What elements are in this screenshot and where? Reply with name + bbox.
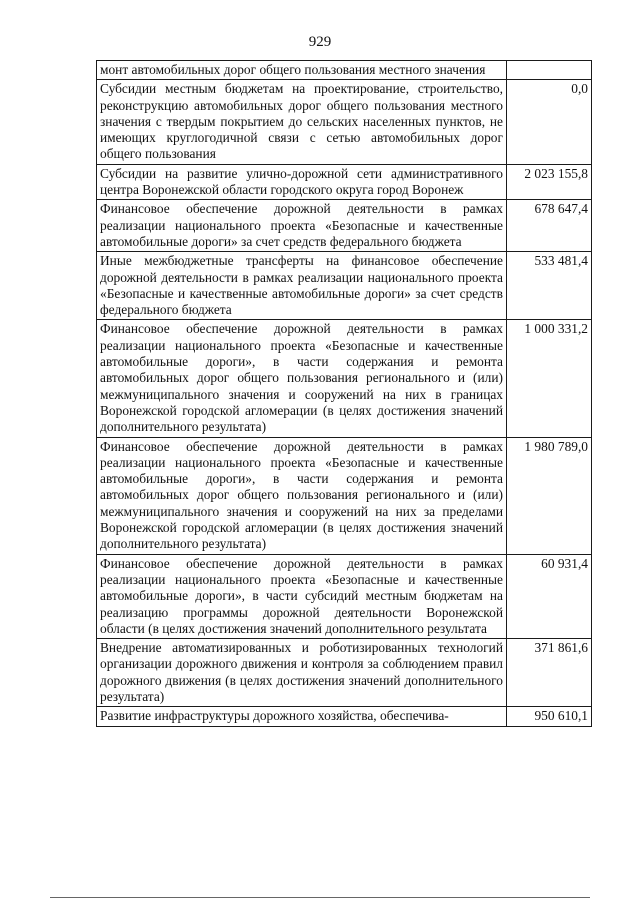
row-description: монт автомобильных дорог общего пользования местного значения xyxy=(97,61,507,80)
row-description: Развитие инфраструктуры дорожного хозяйства, обеспечива- xyxy=(97,707,507,726)
row-description: Финансовое обеспечение дорожной деятельности в рамках реализации национального проекта «Безопасные и качественные автомобильные дороги», в части содержания и ремонта автомобильных дорог общего пользования регионального и (или) межмуниципального значения и сооружений на них за пределами Воронежской городской агломерации (в целях достижения значений дополнительного результата) xyxy=(97,437,507,554)
page-bottom-divider xyxy=(50,897,590,898)
table-row xyxy=(97,164,592,200)
table-row xyxy=(97,707,592,726)
table-row xyxy=(97,639,592,707)
row-description: Финансовое обеспечение дорожной деятельности в рамках реализации национального проекта «Безопасные и качественные автомобильные дороги» за счет средств федерального бюджета xyxy=(97,200,507,252)
table-row xyxy=(97,437,592,554)
table-row xyxy=(97,61,592,80)
row-amount: 2 023 155,8 xyxy=(507,164,592,200)
row-amount: 950 610,1 xyxy=(507,707,592,726)
row-amount: 533 481,4 xyxy=(507,252,592,320)
row-amount: 60 931,4 xyxy=(507,554,592,638)
row-description: Субсидии на развитие улично-дорожной сети административного центра Воронежской области городского округа город Воронеж xyxy=(97,164,507,200)
row-amount: 0,0 xyxy=(507,80,592,164)
table-row xyxy=(97,252,592,320)
row-description: Внедрение автоматизированных и роботизированных технологий организации дорожного движения и контроля за соблюдением правил дорожного движения (в целях достижения значений дополнительного результата) xyxy=(97,639,507,707)
table-row xyxy=(97,200,592,252)
budget-table xyxy=(96,60,592,727)
row-amount: 1 980 789,0 xyxy=(507,437,592,554)
row-amount: 371 861,6 xyxy=(507,639,592,707)
row-amount: 678 647,4 xyxy=(507,200,592,252)
row-amount: 1 000 331,2 xyxy=(507,320,592,437)
page-number: 929 xyxy=(308,34,332,50)
row-description: Финансовое обеспечение дорожной деятельности в рамках реализации национального проекта «Безопасные и качественные автомобильные дороги», в части содержания и ремонта автомобильных дорог общего пользования регионального и (или) межмуниципального значения и сооружений на них в границах Воронежской городской агломерации (в целях достижения значений дополнительного результата) xyxy=(97,320,507,437)
row-description: Иные межбюджетные трансферты на финансовое обеспечение дорожной деятельности в рамках реализации национального проекта «Безопасные и качественные автомобильные дороги» за счет средств федерального бюджета xyxy=(97,252,507,320)
table-row xyxy=(97,80,592,164)
row-description: Субсидии местным бюджетам на проектирование, строительство, реконструкцию автомобильных дорог общего пользования местного значения с твердым покрытием до сельских населенных пунктов, не имеющих круглогодичной связи с сетью автомобильных дорог общего пользования xyxy=(97,80,507,164)
table-row xyxy=(97,320,592,437)
table-row xyxy=(97,554,592,638)
row-amount xyxy=(507,61,592,80)
row-description: Финансовое обеспечение дорожной деятельности в рамках реализации национального проекта «Безопасные и качественные автомобильные дороги», в части субсидий местным бюджетам на реализацию программы дорожной деятельности Воронежской области (в целях достижения значений дополнительного результата xyxy=(97,554,507,638)
